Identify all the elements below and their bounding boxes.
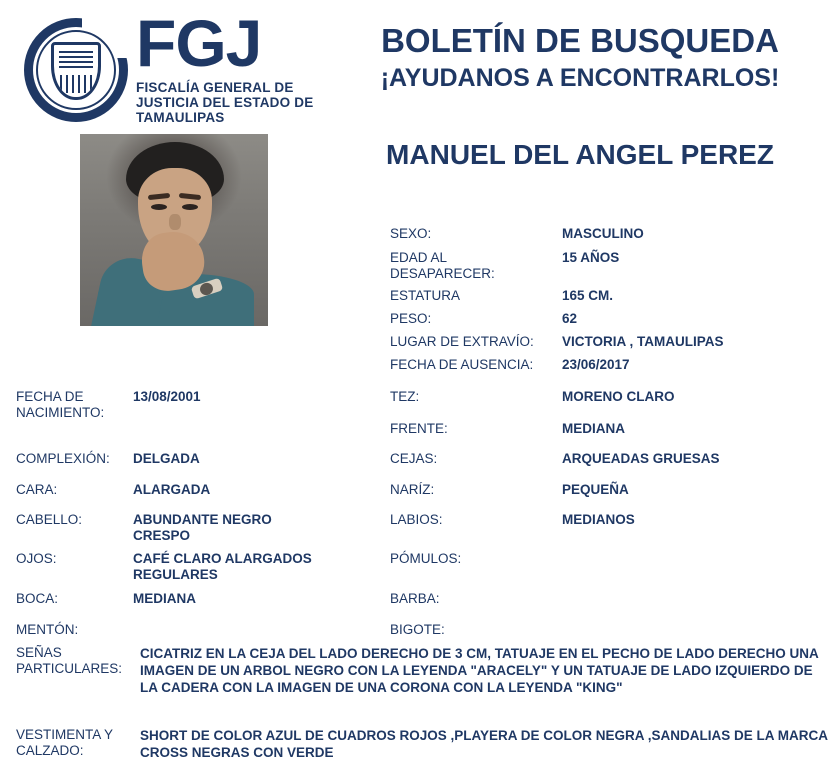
field-value-complexion: DELGADA — [133, 451, 200, 466]
document-header — [0, 0, 836, 130]
field-label-frente: FRENTE: — [390, 421, 448, 436]
field-value-cara: ALARGADA — [133, 482, 211, 497]
field-label-complexion: COMPLEXIÓN: — [16, 451, 110, 466]
field-value-vestimenta-y-calzado: SHORT DE COLOR AZUL DE CUADROS ROJOS ,PLAYERA DE COLOR NEGRA ,SANDALIAS DE LA MARCA CROSS NEGRAS CON VERDE — [140, 728, 828, 760]
field-value-edad-al-desaparecer: 15 AÑOS — [562, 250, 620, 265]
field-value-nariz: PEQUEÑA — [562, 482, 629, 497]
field-label-fecha-de-ausencia: FECHA DE AUSENCIA: — [390, 357, 534, 372]
field-value-peso: 62 — [562, 311, 578, 326]
field-value-fecha-de-ausencia: 23/06/2017 — [562, 357, 630, 372]
seal-icon — [24, 18, 128, 122]
field-label-lugar-de-extravio: LUGAR DE EXTRAVÍO: — [390, 334, 534, 349]
field-label-ojos: OJOS: — [16, 551, 57, 566]
field-label-tez: TEZ: — [390, 389, 420, 404]
field-value-senas-particulares: CICATRIZ EN LA CEJA DEL LADO DERECHO DE 3 CM, TATUAJE EN EL PECHO DE LADO DERECHO UNA IMAGEN DE UN ARBOL NEGRO CON LA LEYENDA "ARACELY" Y UN TATUAJE DE LADO IZQUIERDO DE LA CADERA CON LA IMAGEN DE UNA CORONA CON LA LEYENDA "KING" — [140, 646, 819, 695]
field-label-cejas: CEJAS: — [390, 451, 438, 466]
page-title: BOLETÍN DE BUSQUEDA — [381, 22, 779, 59]
field-label-cara: CARA: — [16, 482, 58, 497]
field-value-cejas: ARQUEADAS GRUESAS — [562, 451, 720, 466]
field-label-bigote: BIGOTE: — [390, 622, 445, 637]
field-value-ojos: CAFÉ CLARO ALARGADOS REGULARES — [133, 551, 312, 582]
field-label-nariz: NARÍZ: — [390, 482, 435, 497]
field-label-cabello: CABELLO: — [16, 512, 83, 527]
field-value-labios: MEDIANOS — [562, 512, 635, 527]
field-label-edad-al-desaparecer: EDAD AL DESAPARECER: — [390, 250, 495, 281]
field-label-fecha-de-nacimiento: FECHA DE NACIMIENTO: — [16, 389, 105, 420]
field-label-pomulos: PÓMULOS: — [390, 551, 462, 566]
field-value-sexo: MASCULINO — [562, 226, 644, 241]
field-label-labios: LABIOS: — [390, 512, 443, 527]
field-label-peso: PESO: — [390, 311, 432, 326]
field-label-sexo: SEXO: — [390, 226, 432, 241]
field-value-lugar-de-extravio: VICTORIA , TAMAULIPAS — [562, 334, 724, 349]
field-value-cabello: ABUNDANTE NEGRO CRESPO — [133, 512, 272, 543]
logo-acronym: FGJ — [136, 6, 262, 80]
field-value-tez: MORENO CLARO — [562, 389, 675, 404]
field-value-estatura: 165 CM. — [562, 288, 614, 303]
field-label-senas-particulares: SEÑAS PARTICULARES: — [16, 645, 123, 676]
agency-logo — [24, 8, 324, 128]
person-photo — [80, 134, 268, 326]
logo-subtitle: FISCALÍA GENERAL DE JUSTICIA DEL ESTADO DE TAMAULIPAS — [136, 80, 314, 125]
person-name: MANUEL DEL ANGEL PEREZ — [386, 139, 774, 170]
field-label-barba: BARBA: — [390, 591, 440, 606]
field-value-frente: MEDIANA — [562, 421, 625, 436]
field-label-vestimenta-y-calzado: VESTIMENTA Y CALZADO: — [16, 727, 113, 758]
field-value-boca: MEDIANA — [133, 591, 196, 606]
field-label-menton: MENTÓN: — [16, 622, 79, 637]
page-subtitle: ¡AYUDANOS A ENCONTRARLOS! — [380, 64, 780, 92]
header-titles — [330, 22, 830, 94]
field-label-boca: BOCA: — [16, 591, 59, 606]
field-label-estatura: ESTATURA — [390, 288, 461, 303]
field-value-fecha-de-nacimiento: 13/08/2001 — [133, 389, 201, 404]
